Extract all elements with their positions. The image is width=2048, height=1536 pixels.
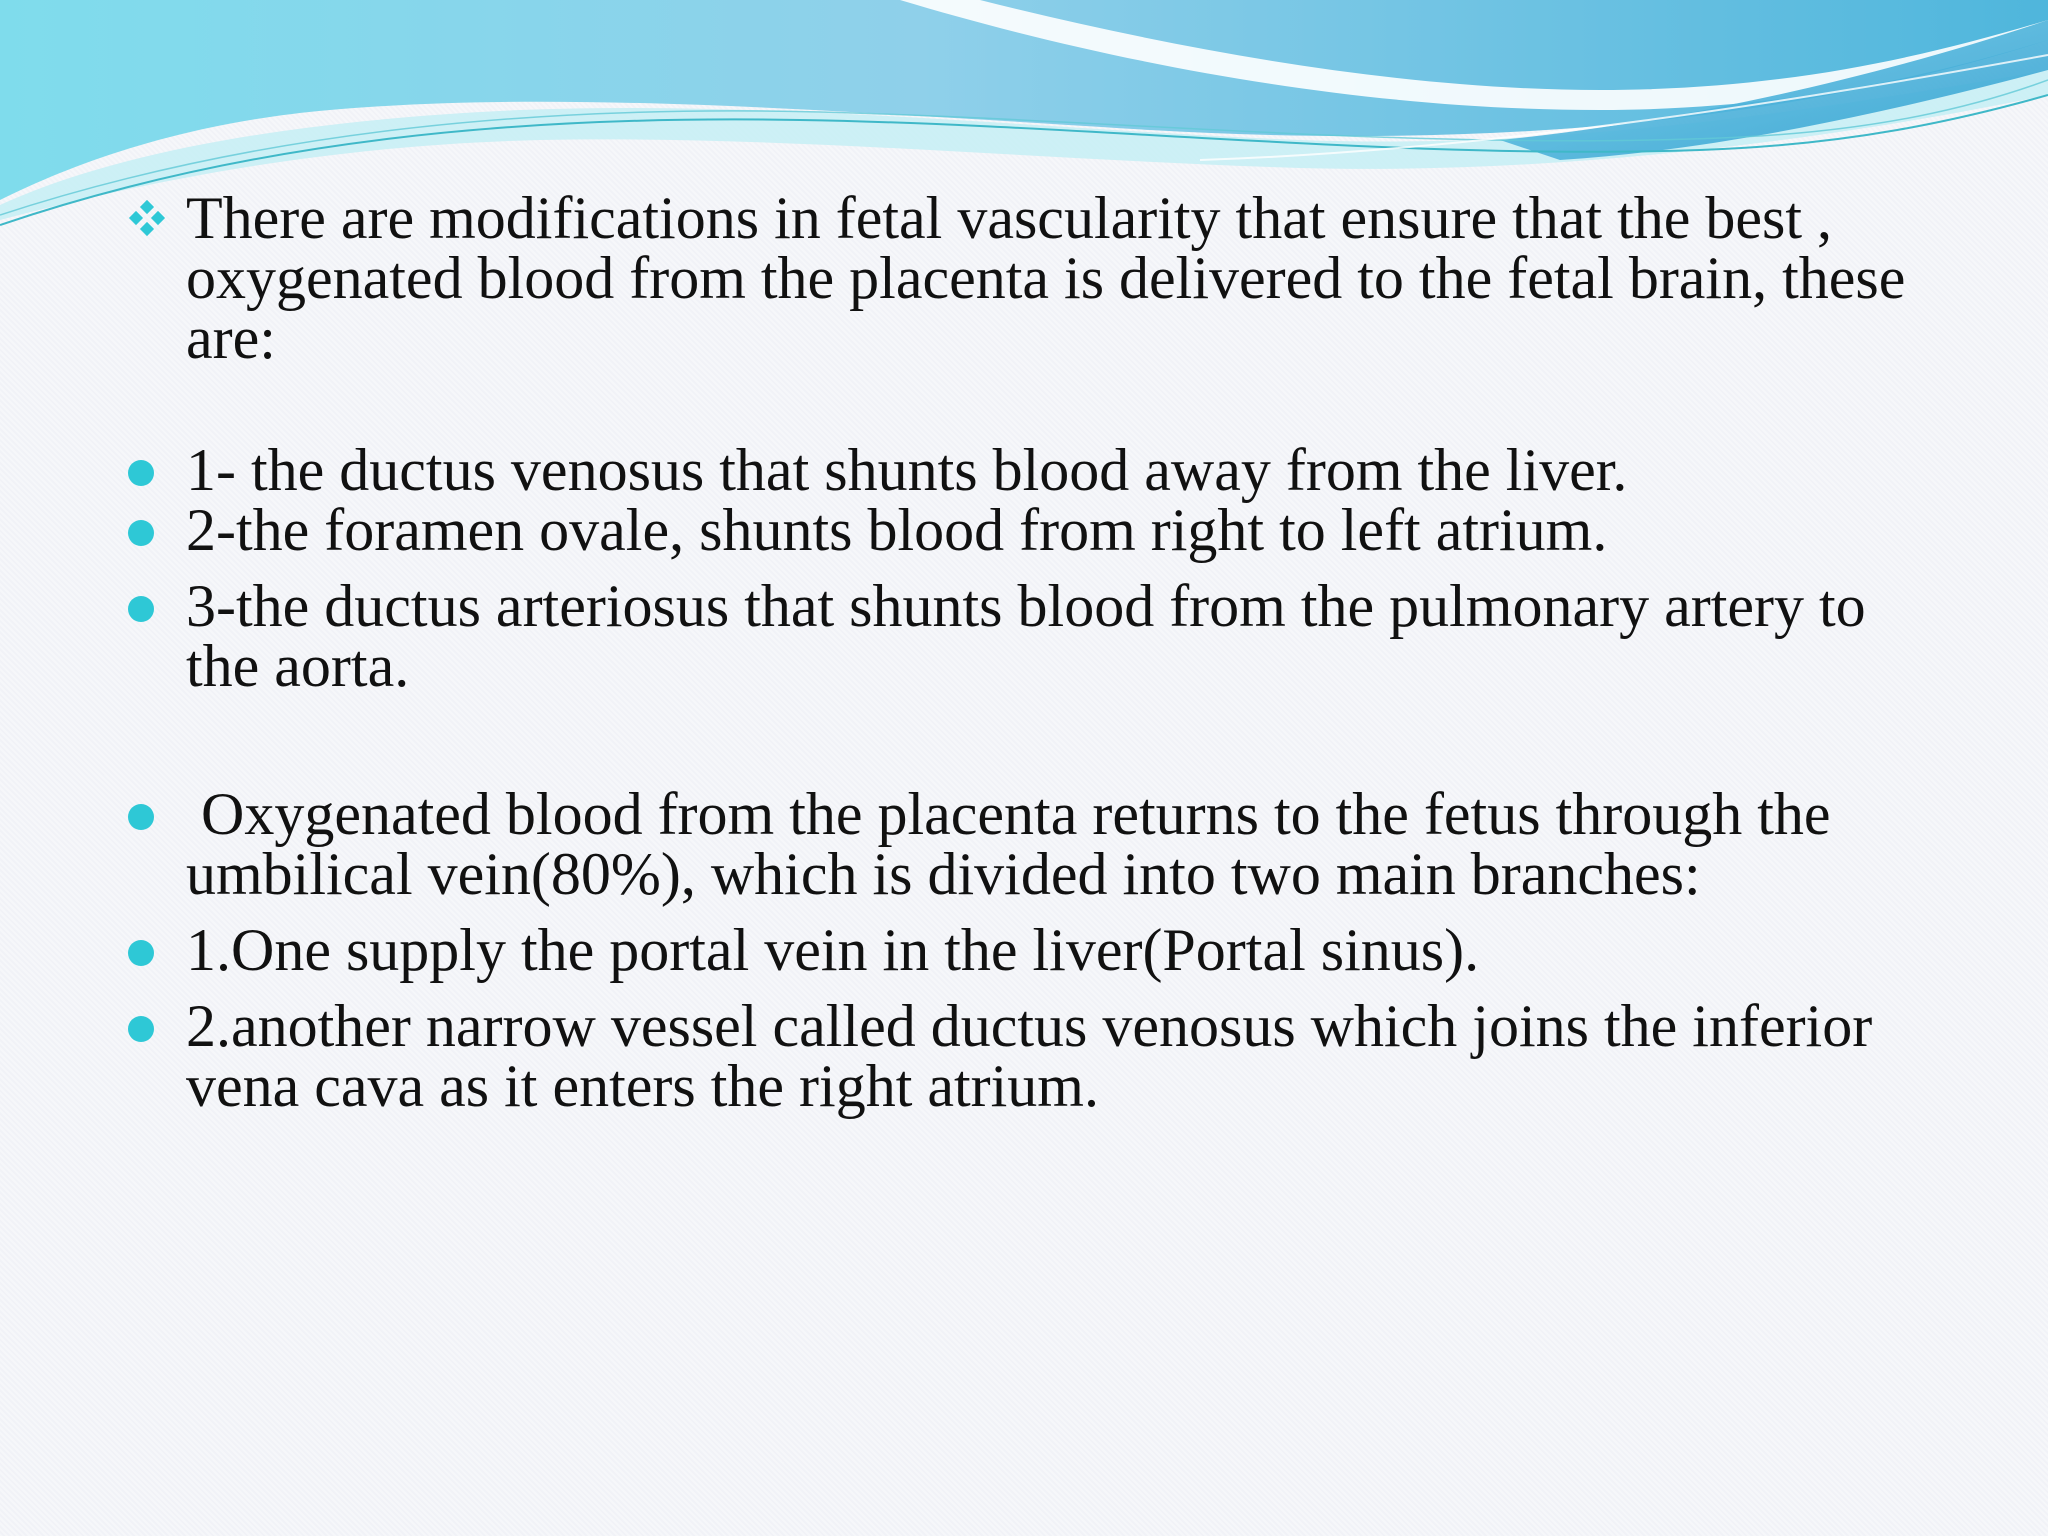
list-item: [120, 781, 1940, 907]
list-item-text: 1- the ductus venosus that shunts blood away from the liver.: [186, 437, 1628, 503]
list-item-text: 2.another narrow vessel called ductus venosus which joins the inferior vena cava as it enters the right atrium.: [186, 993, 1873, 1119]
diamond-bullet-icon: [126, 188, 170, 248]
slide-body: [120, 185, 1940, 1119]
dot-bullet-icon: [128, 940, 154, 966]
dot-bullet-icon: [128, 460, 154, 486]
intro-paragraph: [120, 185, 1940, 371]
list-item: [120, 437, 1940, 503]
list-item: [120, 573, 1940, 699]
intro-text: There are modifications in fetal vascularity that ensure that the best , oxygenated blood from the placenta is delivered to the fetal brain, these are:: [186, 185, 1906, 371]
dot-bullet-icon: [128, 520, 154, 546]
list-item-text: 2-the foramen ovale, shunts blood from right to left atrium.: [186, 497, 1608, 563]
list-item: [120, 497, 1940, 563]
dot-bullet-icon: [128, 804, 154, 830]
list-item: [120, 993, 1940, 1119]
dot-bullet-icon: [128, 596, 154, 622]
dot-bullet-icon: [128, 1016, 154, 1042]
list-item-text: Oxygenated blood from the placenta returns to the fetus through the umbilical vein(80%), which is divided into two main branches:: [186, 781, 1846, 907]
list-item-text: 1.One supply the portal vein in the liver(Portal sinus).: [186, 917, 1480, 983]
list-item-text: 3-the ductus arteriosus that shunts blood from the pulmonary artery to the aorta.: [186, 573, 1866, 699]
list-item: [120, 917, 1940, 983]
